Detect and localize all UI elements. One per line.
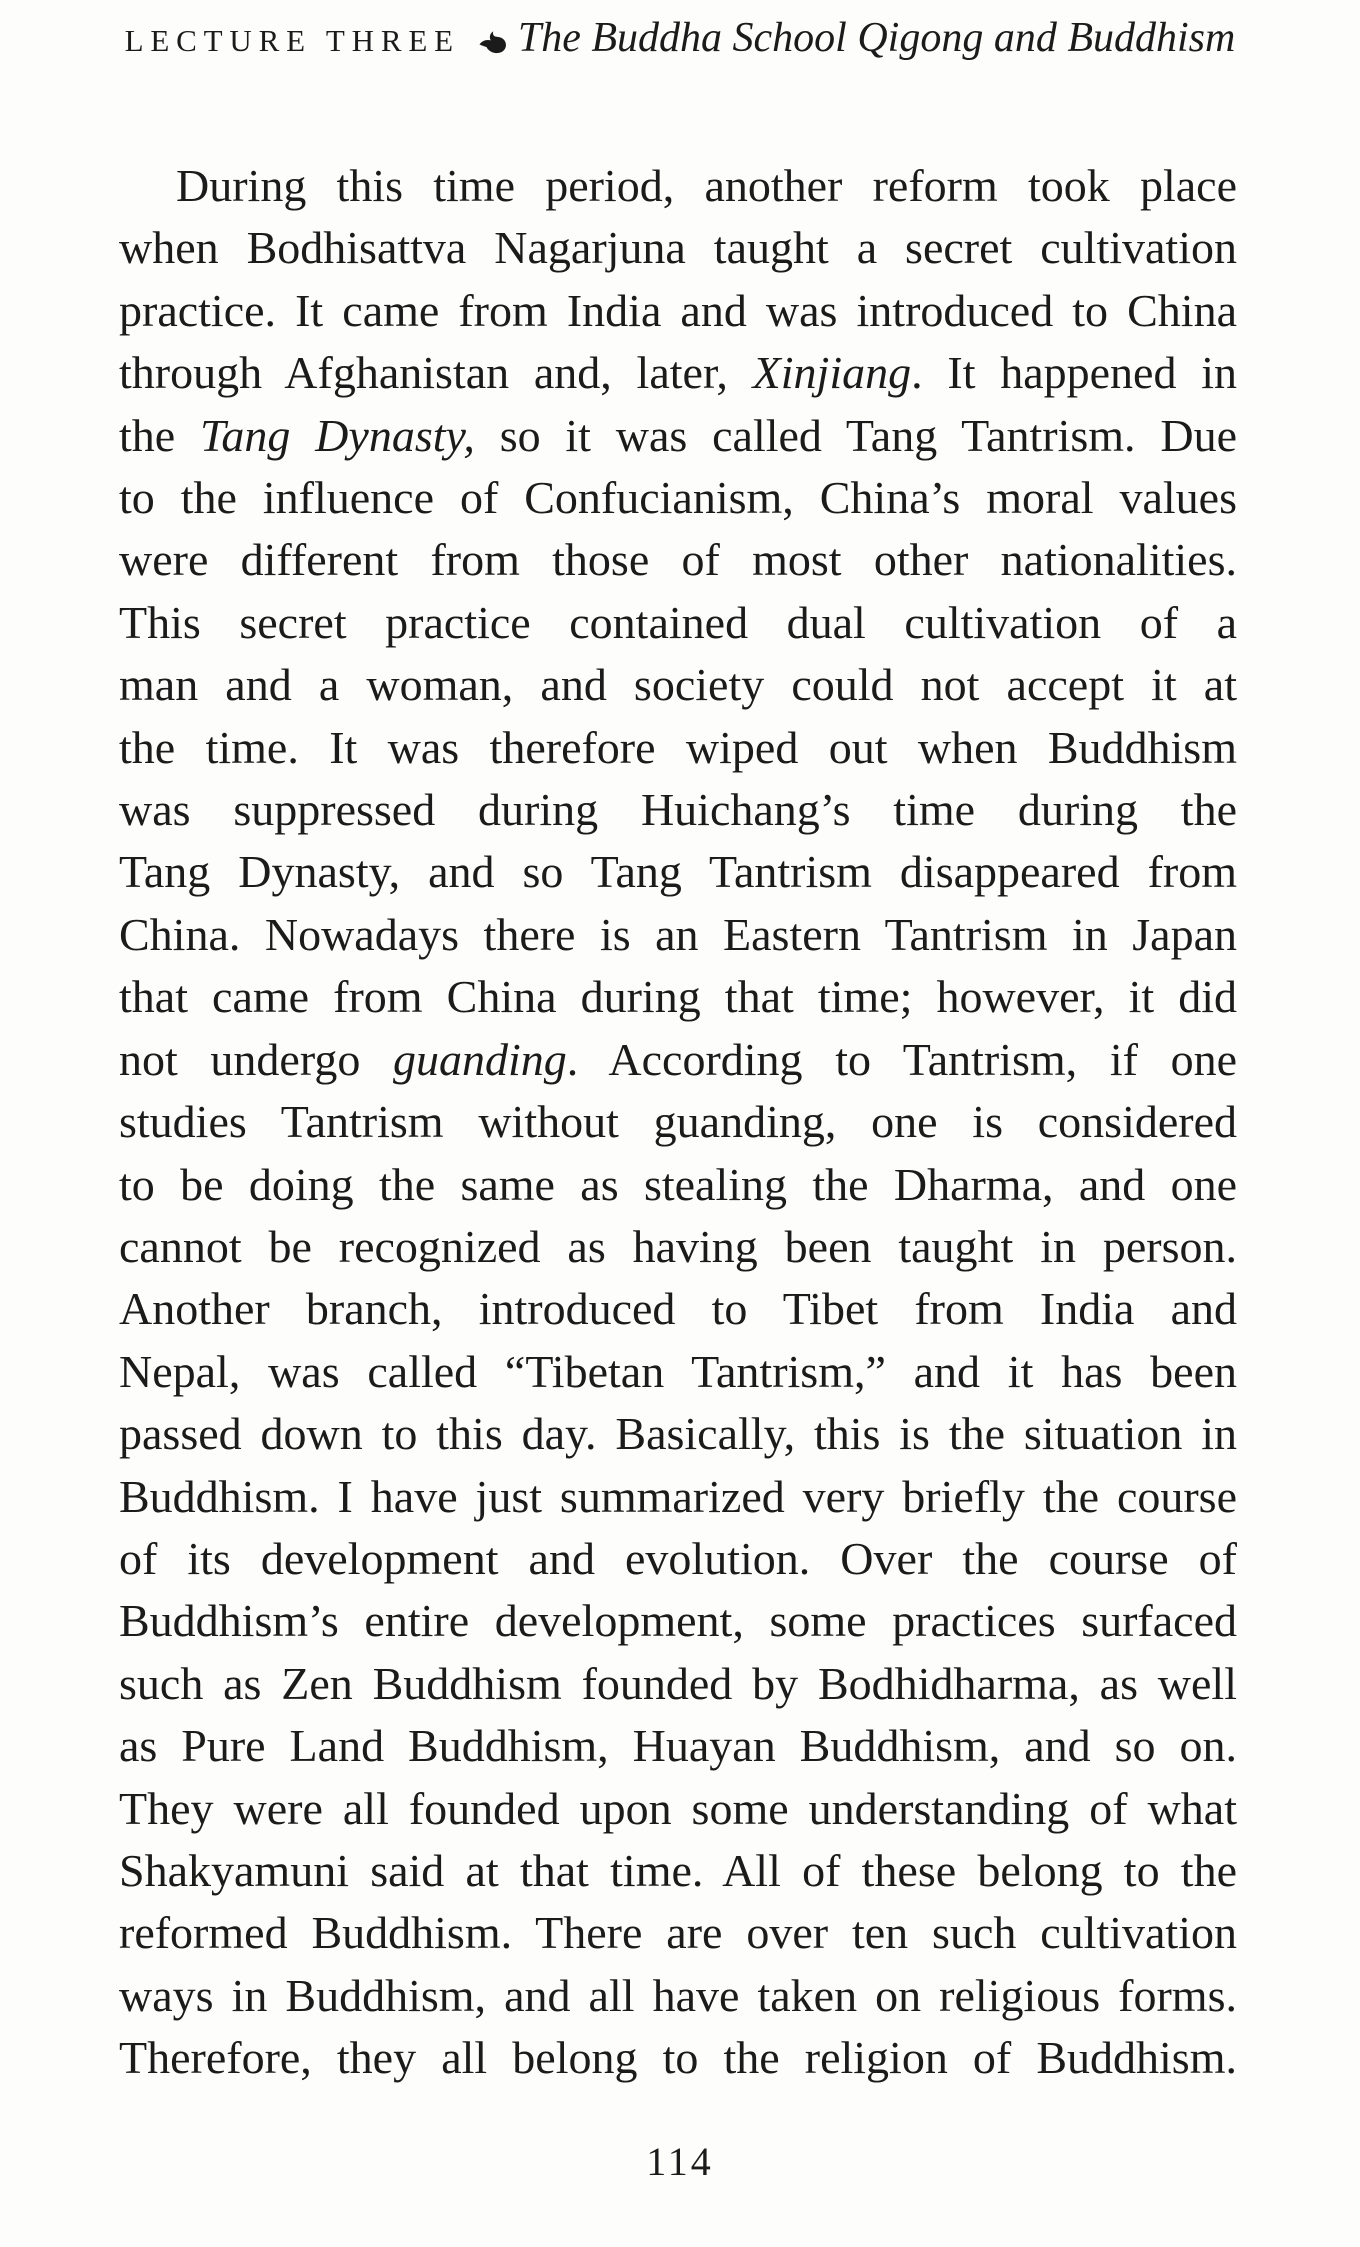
text-run: was suppressed during Huichang’s time during the: [119, 784, 1237, 836]
text-line: [119, 1902, 1237, 1964]
paragraph: [119, 155, 1237, 2090]
text-line: [119, 779, 1237, 841]
text-run: of its development and evolution. Over the course of: [119, 1532, 1237, 1584]
text-line: [119, 841, 1237, 903]
text-run: that came from China during that time; however, it did: [119, 971, 1237, 1023]
text-line: [119, 1278, 1237, 1340]
page-number: 114: [646, 2139, 714, 2184]
text-line: [119, 1154, 1237, 1216]
text-run: the: [119, 409, 201, 461]
text-line: [119, 2027, 1237, 2089]
text-run: This secret practice contained dual cultivation of a: [119, 596, 1237, 648]
text-line: [119, 1590, 1237, 1652]
text-line: [119, 1403, 1237, 1465]
text-line: [119, 1466, 1237, 1528]
text-line: [119, 1778, 1237, 1840]
text-run: practice. It came from India and was introduced to China: [119, 284, 1237, 336]
italic-term: guanding: [393, 1033, 567, 1085]
body-text-block: [119, 155, 1237, 2090]
text-line: [119, 1216, 1237, 1278]
text-line: [119, 1840, 1237, 1902]
text-run: were different from those of most other nationalities.: [119, 534, 1237, 586]
text-run: passed down to this day. Basically, this is the situation in: [119, 1408, 1237, 1460]
text-line: [119, 280, 1237, 342]
text-line: [119, 904, 1237, 966]
text-run: ways in Buddhism, and all have taken on religious forms.: [119, 1969, 1237, 2021]
text-run: Buddhism’s entire development, some practices surfaced: [119, 1595, 1237, 1647]
text-run: to be doing the same as stealing the Dharma, and one: [119, 1158, 1237, 1210]
running-header-title: The Buddha School Qigong and Buddhism: [517, 15, 1236, 61]
text-run: through Afghanistan and, later,: [119, 347, 753, 399]
text-line: [119, 342, 1237, 404]
text-run: as Pure Land Buddhism, Huayan Buddhism, and so on.: [119, 1720, 1237, 1772]
text-line: [119, 155, 1237, 217]
text-run: Therefore, they all belong to the religion of Buddhism.: [119, 2032, 1237, 2084]
italic-term: Xinjiang: [752, 347, 912, 399]
text-run: Buddhism. I have just summarized very briefly the course: [119, 1470, 1237, 1522]
running-header: [0, 14, 1360, 62]
running-header-lecture-label: LECTURE THREE: [124, 23, 460, 58]
text-run: when Bodhisattva Nagarjuna taught a secret cultivation: [119, 222, 1237, 274]
text-run: . According to Tantrism, if one: [566, 1033, 1237, 1085]
text-line: [119, 1965, 1237, 2027]
text-line: [119, 467, 1237, 529]
text-line: [119, 1715, 1237, 1777]
text-run: to the influence of Confucianism, China’s moral values: [119, 472, 1237, 524]
text-run: During this time period, another reform took place: [176, 160, 1237, 211]
text-line: [119, 1528, 1237, 1590]
text-line: [119, 1653, 1237, 1715]
text-run: They were all founded upon some understanding of what: [119, 1782, 1237, 1834]
text-line: [119, 1029, 1237, 1091]
text-line: [119, 529, 1237, 591]
text-run: reformed Buddhism. There are over ten such cultivation: [119, 1907, 1237, 1959]
text-line: [119, 1341, 1237, 1403]
text-run: so it was called Tang Tantrism. Due: [474, 409, 1237, 461]
text-line: [119, 654, 1237, 716]
text-run: . It happened in: [911, 347, 1237, 399]
text-line: [119, 966, 1237, 1028]
text-run: Tang Dynasty, and so Tang Tantrism disappeared from: [119, 846, 1237, 898]
text-line: [119, 405, 1237, 467]
text-run: China. Nowadays there is an Eastern Tantrism in Japan: [119, 908, 1237, 960]
italic-term: Tang Dynasty,: [200, 409, 475, 461]
text-run: Nepal, was called “Tibetan Tantrism,” and it has been: [119, 1345, 1237, 1397]
text-line: [119, 217, 1237, 279]
text-run: the time. It was therefore wiped out when Buddhism: [119, 721, 1237, 773]
text-line: [119, 1091, 1237, 1153]
text-run: Another branch, introduced to Tibet from India and: [119, 1283, 1237, 1335]
text-run: cannot be recognized as having been taught in person.: [119, 1220, 1237, 1272]
text-run: studies Tantrism without guanding, one is considered: [119, 1096, 1237, 1148]
text-run: not undergo: [119, 1033, 393, 1085]
text-run: man and a woman, and society could not accept it at: [119, 659, 1237, 711]
text-run: such as Zen Buddhism founded by Bodhidharma, as well: [119, 1657, 1237, 1709]
text-run: Shakyamuni said at that time. All of these belong to the: [119, 1844, 1237, 1896]
text-line: [119, 717, 1237, 779]
text-line: [119, 592, 1237, 654]
fleuron-icon: [478, 28, 508, 56]
